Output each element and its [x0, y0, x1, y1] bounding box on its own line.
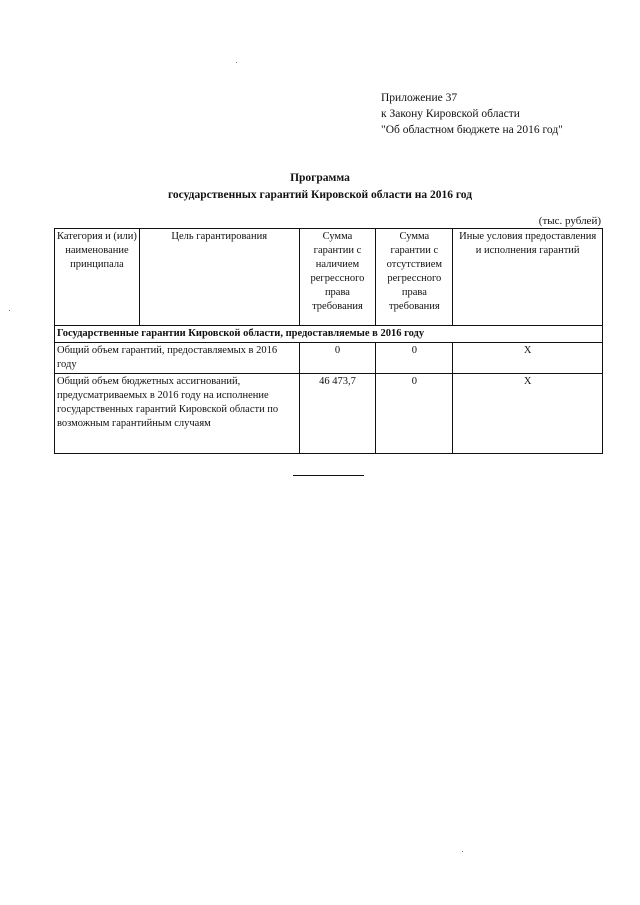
row-with-regress: 46 473,7	[299, 374, 376, 454]
units-label: (тыс. рублей)	[538, 215, 601, 227]
title-program: Программа	[290, 172, 350, 184]
row-with-regress: 0	[299, 343, 376, 374]
scan-speck	[236, 62, 237, 63]
table-row	[55, 343, 603, 374]
header-without-regress: Сумма гарантии с отсутствием регрессного права требования	[376, 229, 453, 326]
header-with-regress: Сумма гарантии с наличием регрессного права требования	[299, 229, 376, 326]
guarantees-table	[54, 228, 603, 454]
end-divider	[293, 475, 364, 476]
row-label: Общий объем бюджетных ассигнований, предусматриваемых в 2016 году на исполнение государственных гарантий Кировской области по возможным гарантийным случаям	[55, 374, 300, 454]
table-row	[55, 374, 603, 454]
row-label: Общий объем гарантий, предоставляемых в 2016 году	[55, 343, 300, 374]
table-header-row	[55, 229, 603, 326]
header-category: Категория и (или) наименование принципала	[55, 229, 140, 326]
header-purpose: Цель гарантирования	[139, 229, 299, 326]
scan-speck	[9, 310, 10, 311]
document-title	[0, 170, 640, 204]
section-row	[55, 326, 603, 343]
appendix-number: Приложение 37	[381, 92, 458, 104]
appendix-law: к Закону Кировской области	[381, 108, 520, 120]
header-other-conditions: Иные условия предоставления и исполнения гарантий	[453, 229, 603, 326]
title-subtitle: государственных гарантий Кировской области на 2016 год	[167, 189, 473, 201]
scan-speck	[462, 851, 463, 852]
row-other: Х	[453, 343, 603, 374]
row-other: Х	[453, 374, 603, 454]
appendix-budget-law: "Об областном бюджете на 2016 год"	[381, 124, 563, 136]
appendix-note	[381, 90, 563, 138]
row-without-regress: 0	[376, 374, 453, 454]
section-title: Государственные гарантии Кировской области, предоставляемые в 2016 году	[55, 326, 603, 343]
row-without-regress: 0	[376, 343, 453, 374]
